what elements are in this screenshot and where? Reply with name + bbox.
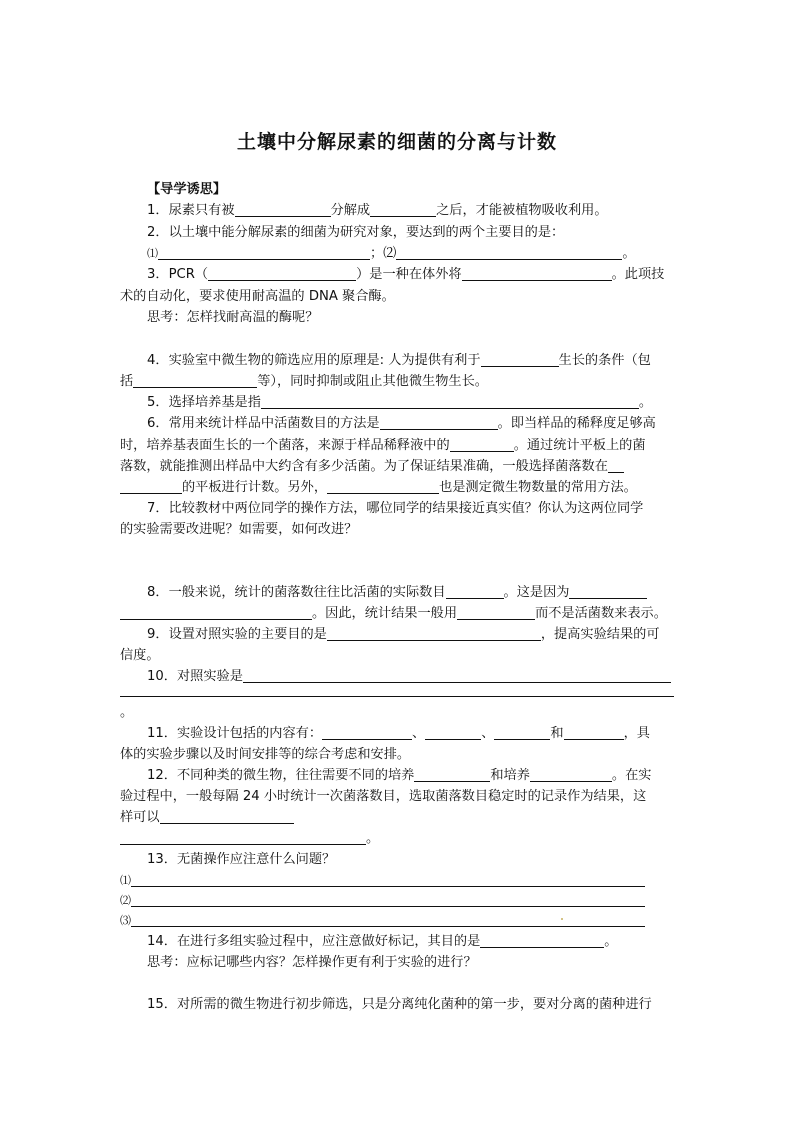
q11-text: ，具 xyxy=(623,726,650,741)
answer-blank[interactable] xyxy=(243,667,671,683)
q5-text: 5．选择培养基是指 xyxy=(147,395,261,410)
answer-blank[interactable] xyxy=(235,201,331,217)
period-text: 。 xyxy=(604,934,618,949)
q11-text: 11．实验设计包括的内容有： xyxy=(147,726,323,741)
question-12-cont: 验过程中，一般每隔 24 小时统计一次菌落数目，选取菌落数目稳定时的记录作为结果，这 xyxy=(120,789,647,804)
question-11 xyxy=(120,723,703,745)
item-marker: ⑴ xyxy=(147,247,158,260)
question-9 xyxy=(120,624,703,646)
answer-blank[interactable] xyxy=(120,604,312,620)
answer-blank[interactable] xyxy=(131,871,645,887)
question-6 xyxy=(120,413,703,435)
q6-text: 落数，就能推测出样品中大约含有多少活菌。为了保证结果准确，一般选择菌落数在 xyxy=(120,459,608,474)
q6-text: 的平板进行计数。另外， xyxy=(182,480,328,495)
question-8-cont xyxy=(120,603,676,625)
answer-blank[interactable] xyxy=(133,372,257,388)
question-8 xyxy=(120,582,703,604)
q8-text: 。因此，统计结果一般用 xyxy=(312,606,458,621)
answer-blank[interactable] xyxy=(120,478,182,494)
question-9-cont: 信度。 xyxy=(120,648,160,663)
question-12 xyxy=(120,765,703,787)
question-3-cont: 术的自动化，要求使用耐高温的 DNA 聚合酶。 xyxy=(120,289,395,304)
period-text: 。 xyxy=(638,395,653,410)
question-14 xyxy=(120,931,703,953)
question-11-cont: 体的实验步骤以及时间安排等的综合考虑和安排。 xyxy=(120,747,411,762)
item-marker: ⑴ xyxy=(120,874,131,887)
question-6-cont xyxy=(120,477,676,499)
question-6-cont xyxy=(120,435,676,457)
answer-blank[interactable] xyxy=(457,604,535,620)
question-3-think: 思考：怎样找耐高温的酶呢？ xyxy=(147,310,319,325)
separator-text: 、 xyxy=(481,726,495,741)
question-14-think: 思考：应标记哪些内容？怎样操作更有利于实验的进行？ xyxy=(147,955,477,970)
q1-text: 1．尿素只有被 xyxy=(147,203,235,218)
separator-text: ；⑵ xyxy=(370,246,397,261)
answer-blank[interactable] xyxy=(322,724,412,740)
answer-blank[interactable] xyxy=(131,891,645,907)
q11-text: 和 xyxy=(550,726,564,741)
q3-text: 。此项技 xyxy=(611,267,665,282)
question-13: 13．无菌操作应注意什么问题？ xyxy=(147,852,336,867)
question-13-item-3 xyxy=(120,910,676,932)
answer-blank[interactable] xyxy=(481,351,559,367)
q12-text: 样可以 xyxy=(120,810,160,825)
question-3 xyxy=(120,264,703,286)
q8-text: 。这是因为 xyxy=(503,585,570,600)
question-2-answers xyxy=(120,243,703,265)
q6-text: 6．常用来统计样品中活菌数目的方法是 xyxy=(147,416,380,431)
q4-text: 括 xyxy=(120,374,134,389)
q6-text: 。通过统计平板上的菌 xyxy=(513,438,646,453)
stray-mark xyxy=(561,918,563,920)
answer-blank[interactable] xyxy=(370,201,436,217)
answer-blank[interactable] xyxy=(208,265,356,281)
answer-blank[interactable] xyxy=(480,932,604,948)
q1-text: 之后，才能被植物吸收利用。 xyxy=(436,203,608,218)
answer-blank[interactable] xyxy=(120,829,366,845)
answer-blank[interactable] xyxy=(414,766,490,782)
separator-text: 、 xyxy=(412,726,426,741)
answer-blank[interactable] xyxy=(425,724,481,740)
answer-blank[interactable] xyxy=(327,625,541,641)
answer-blank[interactable] xyxy=(380,414,498,430)
period-text: 。 xyxy=(622,246,636,261)
answer-blank[interactable] xyxy=(160,808,294,824)
question-12-cont xyxy=(120,807,676,829)
question-13-item-2 xyxy=(120,890,676,912)
question-15: 15．对所需的微生物进行初步筛选，只是分离纯化菌种的第一步，要对分离的菌种进行 xyxy=(147,997,652,1012)
item-marker: ⑶ xyxy=(120,914,131,927)
question-12-end xyxy=(120,828,676,850)
answer-blank[interactable] xyxy=(158,244,370,260)
q12-text: 和培养 xyxy=(490,768,530,783)
answer-blank[interactable] xyxy=(327,478,439,494)
question-4-cont xyxy=(120,371,676,393)
q6-text: 时，培养基表面生长的一个菌落，来源于样品稀释液中的 xyxy=(120,438,450,453)
answer-blank[interactable] xyxy=(608,457,624,473)
q8-text: 而不是活菌数来表示。 xyxy=(535,606,667,621)
q10-text: 10．对照实验是 xyxy=(147,669,243,684)
q8-text: 8．一般来说，统计的菌落数往往比活菌的实际数目 xyxy=(147,585,446,600)
question-1 xyxy=(120,200,703,222)
question-10-end: 。 xyxy=(120,705,134,720)
q6-text: 也是测定微生物数量的常用方法。 xyxy=(439,480,637,495)
q4-text: 4．实验室中微生物的筛选应用的原理是: 人为提供有利于 xyxy=(147,353,481,368)
answer-blank[interactable] xyxy=(446,583,504,599)
question-6-cont xyxy=(120,456,676,478)
item-marker: ⑵ xyxy=(120,894,131,907)
question-10 xyxy=(120,666,703,688)
answer-blank[interactable] xyxy=(450,436,514,452)
answer-blank[interactable] xyxy=(494,724,550,740)
answer-blank[interactable] xyxy=(131,911,645,927)
answer-blank[interactable] xyxy=(569,583,647,599)
question-7-cont: 的实验需要改进呢？如需要，如何改进？ xyxy=(120,522,358,537)
q9-text: ，提高实验结果的可 xyxy=(540,627,660,642)
answer-blank[interactable] xyxy=(564,724,624,740)
q4-text: 等），同时抑制或阻止其他微生物生长。 xyxy=(257,374,488,389)
question-5 xyxy=(120,392,703,414)
period-text: 。 xyxy=(366,831,380,846)
answer-blank[interactable] xyxy=(396,244,622,260)
q4-text: 生长的条件（包 xyxy=(558,353,651,368)
answer-line[interactable] xyxy=(120,695,674,697)
q6-text: 。即当样品的稀释度足够高 xyxy=(497,416,656,431)
q9-text: 9．设置对照实验的主要目的是 xyxy=(147,627,327,642)
answer-blank[interactable] xyxy=(462,265,612,281)
q12-text: 。在实 xyxy=(611,768,652,783)
question-13-item-1 xyxy=(120,870,676,892)
question-4 xyxy=(120,350,703,372)
q12-text: 12．不同种类的微生物，往往需要不同的培养 xyxy=(147,768,415,783)
answer-blank[interactable] xyxy=(530,766,612,782)
q14-text: 14．在进行多组实验过程中，应注意做好标记，其目的是 xyxy=(147,934,481,949)
q3-text: 3．PCR（ xyxy=(147,267,209,282)
page-title: 土壤中分解尿素的细菌的分离与计数 xyxy=(236,131,557,153)
question-7: 7．比较教材中两位同学的操作方法，哪位同学的结果接近真实值？你认为这两位同学 xyxy=(147,501,644,516)
question-2: 2．以土壤中能分解尿素的细菌为研究对象，要达到的两个主要目的是： xyxy=(147,225,565,240)
q1-text: 分解成 xyxy=(330,203,371,218)
section-header: 【导学诱思】 xyxy=(147,182,227,197)
answer-blank[interactable] xyxy=(261,393,639,409)
q3-text: ）是一种在体外将 xyxy=(356,267,462,282)
